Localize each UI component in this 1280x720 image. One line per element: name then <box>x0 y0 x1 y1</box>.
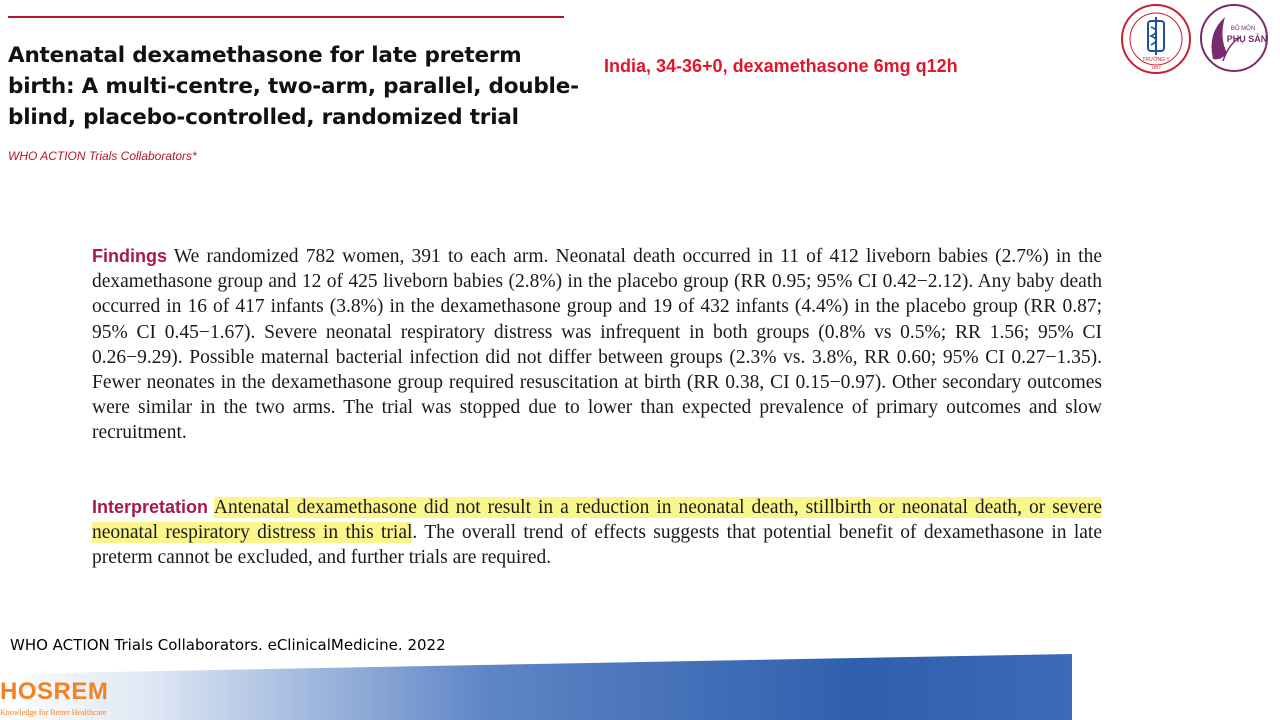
interpretation-highlight: Antenatal dexamethasone did not result in a reduction in neonatal death, stillbirth or neonatal death, or severe neonatal respiratory distress in this trial <box>92 497 1102 544</box>
citation: WHO ACTION Trials Collaborators. eClinicalMedicine. 2022 <box>10 636 446 654</box>
article-title: Antenatal dexamethasone for late preterm birth: A multi-centre, two-arm, parallel, double-blind, placebo-controlled, randomized trial <box>8 43 579 130</box>
findings-label: Findings <box>92 246 167 266</box>
trial-summary-note: India, 34-36+0, dexamethasone 6mg q12h <box>604 56 958 76</box>
hosrem-tagline: Knowledge for Better Healthcare <box>0 708 107 717</box>
hosrem-logo <box>0 678 140 720</box>
footer-band <box>0 652 1280 720</box>
dept-line1: BỘ MÔN <box>1230 26 1256 32</box>
findings-text: We randomized 782 women, 391 to each arm. Neonatal death occurred in 11 of 412 liveborn babies (2.7%) in the dexamethasone group and 12 of 425 liveborn babies (2.8%) in the placebo group (RR 0.95; 95% CI 0.42−2.12). Any baby death occurred in 16 of 417 infants (3.8%) in the dexamethasone group and 19 of 432 infants (4.4%) in the placebo group (RR 0.87; 95% CI 0.45−1.67). Severe neonatal respiratory distress was infrequent in both groups (0.8% vs 0.5%; RR 1.56; 95% CI 0.26−9.29). Possible maternal bacterial infection did not differ between groups (2.3% vs. 3.8%, RR 0.60; 95% CI 0.27−1.35). Fewer neonates in the dexamethasone group required resuscitation at birth (RR 0.38, CI 0.15−0.97). Other secondary outcomes were similar in the two arms. The trial was stopped due to lower than expected prevalence of primary outcomes and slow recruitment. <box>92 246 1103 444</box>
interpretation-label: Interpretation <box>92 497 209 517</box>
interpretation-text: . The overall trend of effects suggests that potential benefit of dexamethasone in late preterm cannot be excluded, and further trials are required. <box>92 522 1102 569</box>
findings-paragraph <box>92 244 1102 446</box>
interpretation-paragraph <box>92 495 1102 571</box>
medical-university-seal-icon <box>1120 3 1192 75</box>
dept-line2: PHỤ SẢN <box>1226 34 1268 44</box>
article-authors: WHO ACTION Trials Collaborators* <box>8 149 197 163</box>
seal-school-text: TRƯỜNG Y <box>1142 57 1170 63</box>
hosrem-brand-name: HOSREM <box>0 678 109 705</box>
obstetrics-department-logo-icon <box>1197 3 1271 73</box>
title-rule <box>8 16 564 18</box>
seal-year-text: 1947 <box>1150 65 1162 70</box>
